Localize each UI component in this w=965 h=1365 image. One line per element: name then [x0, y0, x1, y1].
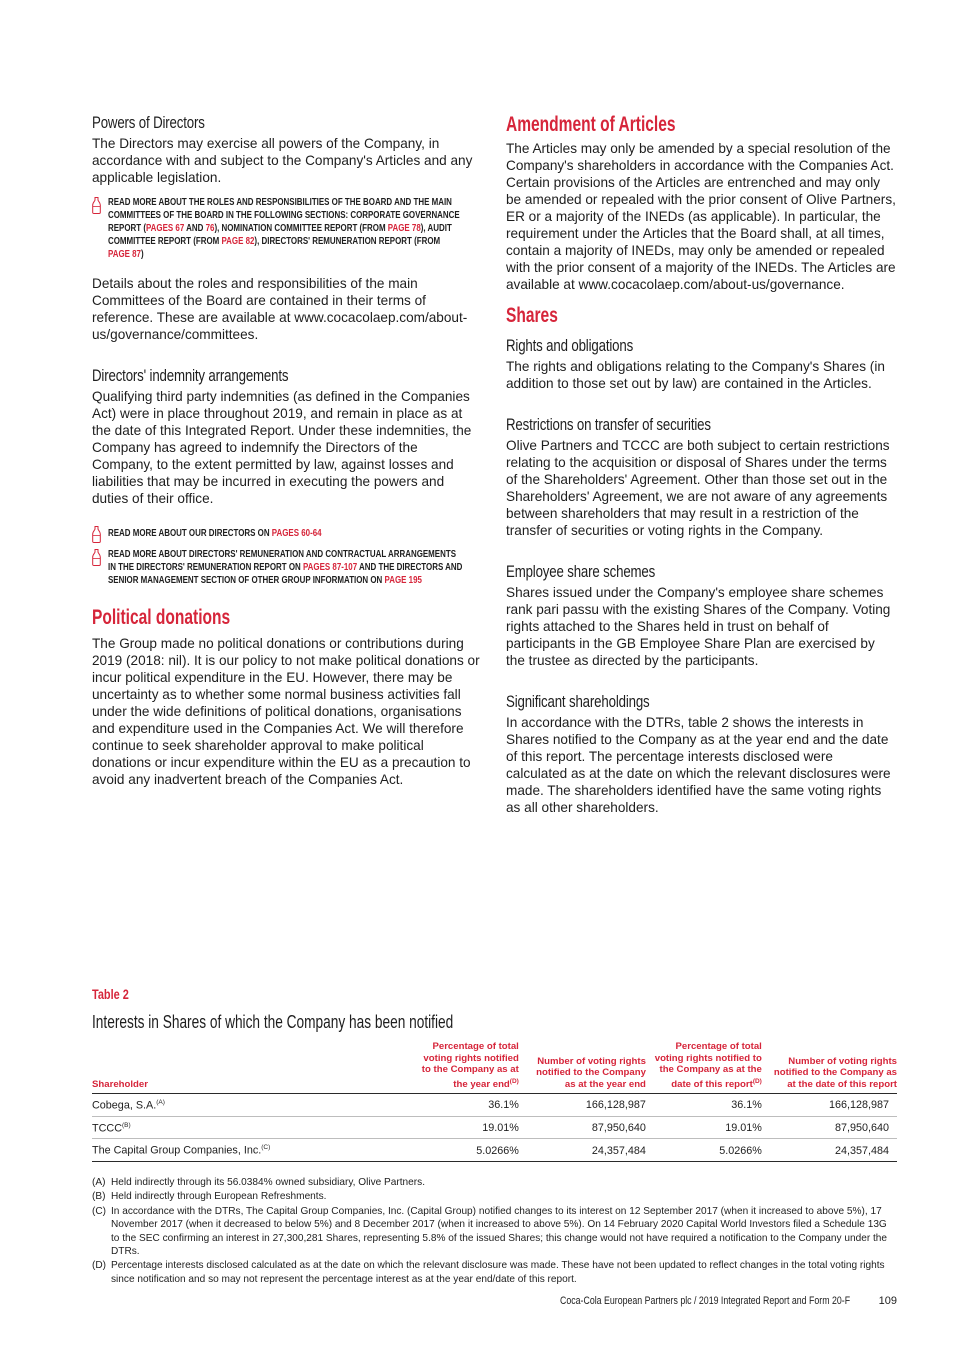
header-text: Number of voting rights notified to the Company as at the date of this report: [773, 1055, 897, 1090]
cell-shareholder: [92, 1116, 414, 1139]
readmore-text: ): [140, 249, 144, 260]
note-text: Held indirectly through European Refreshments.: [111, 1191, 327, 1203]
readmore-text: AND: [184, 223, 206, 234]
cell-shareholder: [92, 1094, 414, 1117]
page-link[interactable]: PAGE 87: [108, 249, 141, 260]
page-link[interactable]: PAGES 87-107: [302, 562, 358, 573]
note-key: (A): [92, 1176, 106, 1188]
page-link[interactable]: PAGE 195: [384, 575, 422, 586]
footer-text: Coca-Cola European Partners plc / 2019 Integrated Report and Form 20-F: [560, 1295, 851, 1307]
rights-para: The rights and obligations relating to the Company's Shares (in addition to those set out by law) are contained in the Articles.: [506, 359, 885, 391]
political-para: The Group made no political donations or contributions during 2019 (2018: nil). It is our policy to not make political donations or incur political expenditure in the EU. However, there may be uncertainty as to whether some normal business activities fall under the wide definitions of political donations, organisations and expenditure used in the Companies Act. We will therefore continue to seek shareholder approval to make political donations or incur expenditure within the EU as a precaution to avoid any inadvertent breach of the Companies Act.: [92, 636, 480, 787]
bottle-icon: [92, 526, 101, 543]
right-column: [506, 112, 896, 838]
table-header-row: [92, 1041, 897, 1094]
left-column: [92, 112, 482, 810]
cell-sup: (C): [261, 1144, 271, 1152]
readmore-text: READ MORE ABOUT OUR DIRECTORS ON: [108, 528, 272, 539]
page-link[interactable]: PAGE 78: [387, 223, 421, 234]
page-footer: [560, 1295, 897, 1307]
note-text: Percentage interests disclosed calculated as at the date on which the relevant disclosure was made. These have not been updated to reflect changes in the total voting rights since notification and so may not represent the percentage interest as at the year end/date of this report.: [111, 1260, 885, 1285]
note-key: (B): [92, 1191, 106, 1203]
cell-pct1: 19.01%: [414, 1116, 527, 1139]
page-number: 109: [878, 1295, 897, 1307]
indemnity-para: Qualifying third party indemnities (as defined in the Companies Act) were in place throughout 2019, and remain in place as at the date of this Integrated Report. Under these indemnities, the Company has agreed to indemnify the Directors of the Company, to the extent permitted by law, against losses and liabilities that may be incurred in executing the powers and duties of their office.: [92, 389, 472, 506]
page-link[interactable]: PAGE 82: [221, 236, 255, 247]
readmore-remuneration-text: [108, 548, 463, 587]
significant-para: In accordance with the DTRs, table 2 shows the interests in Shares notified to the Company as at the year end and the date of this report. The percentage interests disclosed were calculated as at the date on which the relevant disclosures were made. The shareholders identified have the same voting rights as all other shareholders.: [506, 715, 891, 815]
amendment-para: The Articles may only be amended by a special resolution of the Company's shareholders in accordance with the Companies Act. Certain provisions of the Articles are entrenched and may only be amended or repealed with the prior consent of Olive Partners, ER or a majority of the INEDs (as applicable). In particular, the requirement under the Articles that the Board shall, at all times, contain a majority of INEDs, may only be amended or repealed with the prior consent of a majority of the INEDs. The Articles are available at www.cocacolaep.com/about-us/governance.: [506, 141, 896, 292]
cell-num1: 166,128,987: [527, 1094, 646, 1117]
note-text: In accordance with the DTRs, The Capital Group Companies, Inc. (Capital Group) notified changes to its interest on 12 September 2017 (when it increased to above 5%), 17 November 2017 (when it decreased to below 5%) and 8 December 2017 (when it increased to above 5%). On 14 February 2020 Capital World Investors filed a Schedule 13G to the SEC confirming an interest in 27,300,281 Shares, representing 5.8% of the issued Shares; this change would not have required a notification to the Company under the DTRs.: [111, 1205, 888, 1257]
header-text: Percentage of total voting rights notified to the Company as at the date of this report: [654, 1041, 762, 1090]
significant-heading: Significant shareholdings: [506, 692, 650, 711]
powers-heading: Powers of Directors: [92, 113, 205, 132]
table-notes: [92, 1176, 897, 1286]
readmore-directors: [92, 525, 482, 540]
page-link[interactable]: PAGES 67: [145, 223, 185, 234]
cell-sup: (A): [156, 1099, 165, 1107]
restrictions-heading: Restrictions on transfer of securities: [506, 415, 711, 434]
table-section: [92, 986, 897, 1287]
note-key: (C): [92, 1205, 107, 1217]
bottle-icon: [92, 549, 101, 566]
header-sup: (D): [509, 1077, 519, 1085]
cell-shareholder: [92, 1139, 414, 1162]
note-item: [92, 1259, 897, 1286]
cell-text: TCCC: [92, 1122, 122, 1135]
header-text: Shareholder: [92, 1078, 148, 1090]
page-link[interactable]: PAGES 60-64: [271, 528, 322, 539]
readmore-remuneration: [92, 548, 482, 587]
readmore-text: ), NOMINATION COMMITTEE REPORT (FROM: [214, 223, 388, 234]
table-row: [92, 1139, 897, 1162]
bottle-icon: [92, 197, 101, 214]
readmore-text: ), DIRECTORS' REMUNERATION REPORT (FROM: [254, 236, 441, 247]
amendment-heading: Amendment of Articles: [506, 113, 676, 136]
cell-num2: 166,128,987: [770, 1094, 897, 1117]
powers-para2: Details about the roles and responsibilities of the main Committees of the Board are contained in their terms of reference. These are available at www.cocacolaep.com/about-us/governance/committees.: [92, 276, 468, 342]
cell-pct2: 5.0266%: [646, 1139, 770, 1162]
header-text: Percentage of total voting rights notified to the Company as at the year end: [421, 1041, 519, 1090]
readmore-roles: [92, 196, 482, 261]
employee-para: Shares issued under the Company's employee share schemes rank pari passu with the existing Shares of the Company. Voting rights attached to the Shares held in trust on behalf of participants in the GB Employee Share Plan are exercised by the trustee as directed by the participants.: [506, 585, 891, 668]
readmore-directors-text: [108, 525, 463, 540]
powers-para1: The Directors may exercise all powers of the Company, in accordance with and subject to the Company's Articles and any applicable legislation.: [92, 136, 473, 185]
readmore-text: ), AUDIT COMMITTEE REPORT (FROM: [108, 223, 452, 247]
header-pct-report: [646, 1041, 770, 1094]
rights-heading: Rights and obligations: [506, 336, 634, 355]
political-heading: Political donations: [92, 606, 231, 629]
page-link[interactable]: 76: [205, 223, 215, 234]
readmore-roles-text: [108, 196, 463, 261]
indemnity-heading: Directors' indemnity arrangements: [92, 366, 289, 385]
header-text: Number of voting rights notified to the Company as at the year end: [536, 1055, 646, 1090]
restrictions-para: Olive Partners and TCCC are both subject to certain restrictions relating to the acquisition or disposal of Shares under the terms of the Shareholders' Agreement. Other than those set out in the Shareholders' Agreement, we are not aware of any agreements between shareholders that may result in a restriction of the transfer of securities or voting rights in the Company.: [506, 438, 890, 538]
cell-num1: 87,950,640: [527, 1116, 646, 1139]
shares-heading: Shares: [506, 304, 558, 327]
cell-num1: 24,357,484: [527, 1139, 646, 1162]
table-title: Interests in Shares of which the Company has been notified: [92, 1012, 454, 1032]
cell-pct1: 5.0266%: [414, 1139, 527, 1162]
readmore-text: READ MORE ABOUT THE ROLES AND RESPONSIBILITIES OF THE BOARD AND THE MAIN COMMITTEES OF THE BOARD IN THE FOLLOWING SECTIONS: CORPORATE GOVERNANCE REPORT (: [108, 197, 460, 234]
cell-pct2: 19.01%: [646, 1116, 770, 1139]
header-num-report: [770, 1041, 897, 1094]
cell-sup: (B): [122, 1121, 131, 1129]
cell-num2: 24,357,484: [770, 1139, 897, 1162]
cell-pct2: 36.1%: [646, 1094, 770, 1117]
note-key: (D): [92, 1260, 107, 1272]
note-item: [92, 1176, 897, 1189]
header-shareholder: [92, 1041, 414, 1094]
employee-heading: Employee share schemes: [506, 562, 656, 581]
table-row: [92, 1094, 897, 1117]
table-label: Table 2: [92, 986, 129, 1002]
cell-text: The Capital Group Companies, Inc.: [92, 1144, 262, 1157]
header-sup: (D): [752, 1077, 762, 1085]
readmore-text: READ MORE ABOUT DIRECTORS' REMUNERATION AND CONTRACTUAL ARRANGEMENTS IN THE DIRECTORS' REMUNERATION REPORT ON: [108, 549, 456, 573]
header-pct-year-end: [414, 1041, 527, 1094]
readmore-text: AND THE DIRECTORS AND SENIOR MANAGEMENT SECTION OF OTHER GROUP INFORMATION ON: [108, 562, 463, 586]
cell-pct1: 36.1%: [414, 1094, 527, 1117]
note-text: Held indirectly through its 56.0384% owned subsidiary, Olive Partners.: [111, 1176, 425, 1188]
header-num-year-end: [527, 1041, 646, 1094]
note-item: [92, 1205, 897, 1259]
table-row: [92, 1116, 897, 1139]
cell-text: Cobega, S.A.: [92, 1099, 157, 1112]
cell-num2: 87,950,640: [770, 1116, 897, 1139]
interests-table: [92, 1041, 897, 1162]
note-item: [92, 1190, 897, 1203]
